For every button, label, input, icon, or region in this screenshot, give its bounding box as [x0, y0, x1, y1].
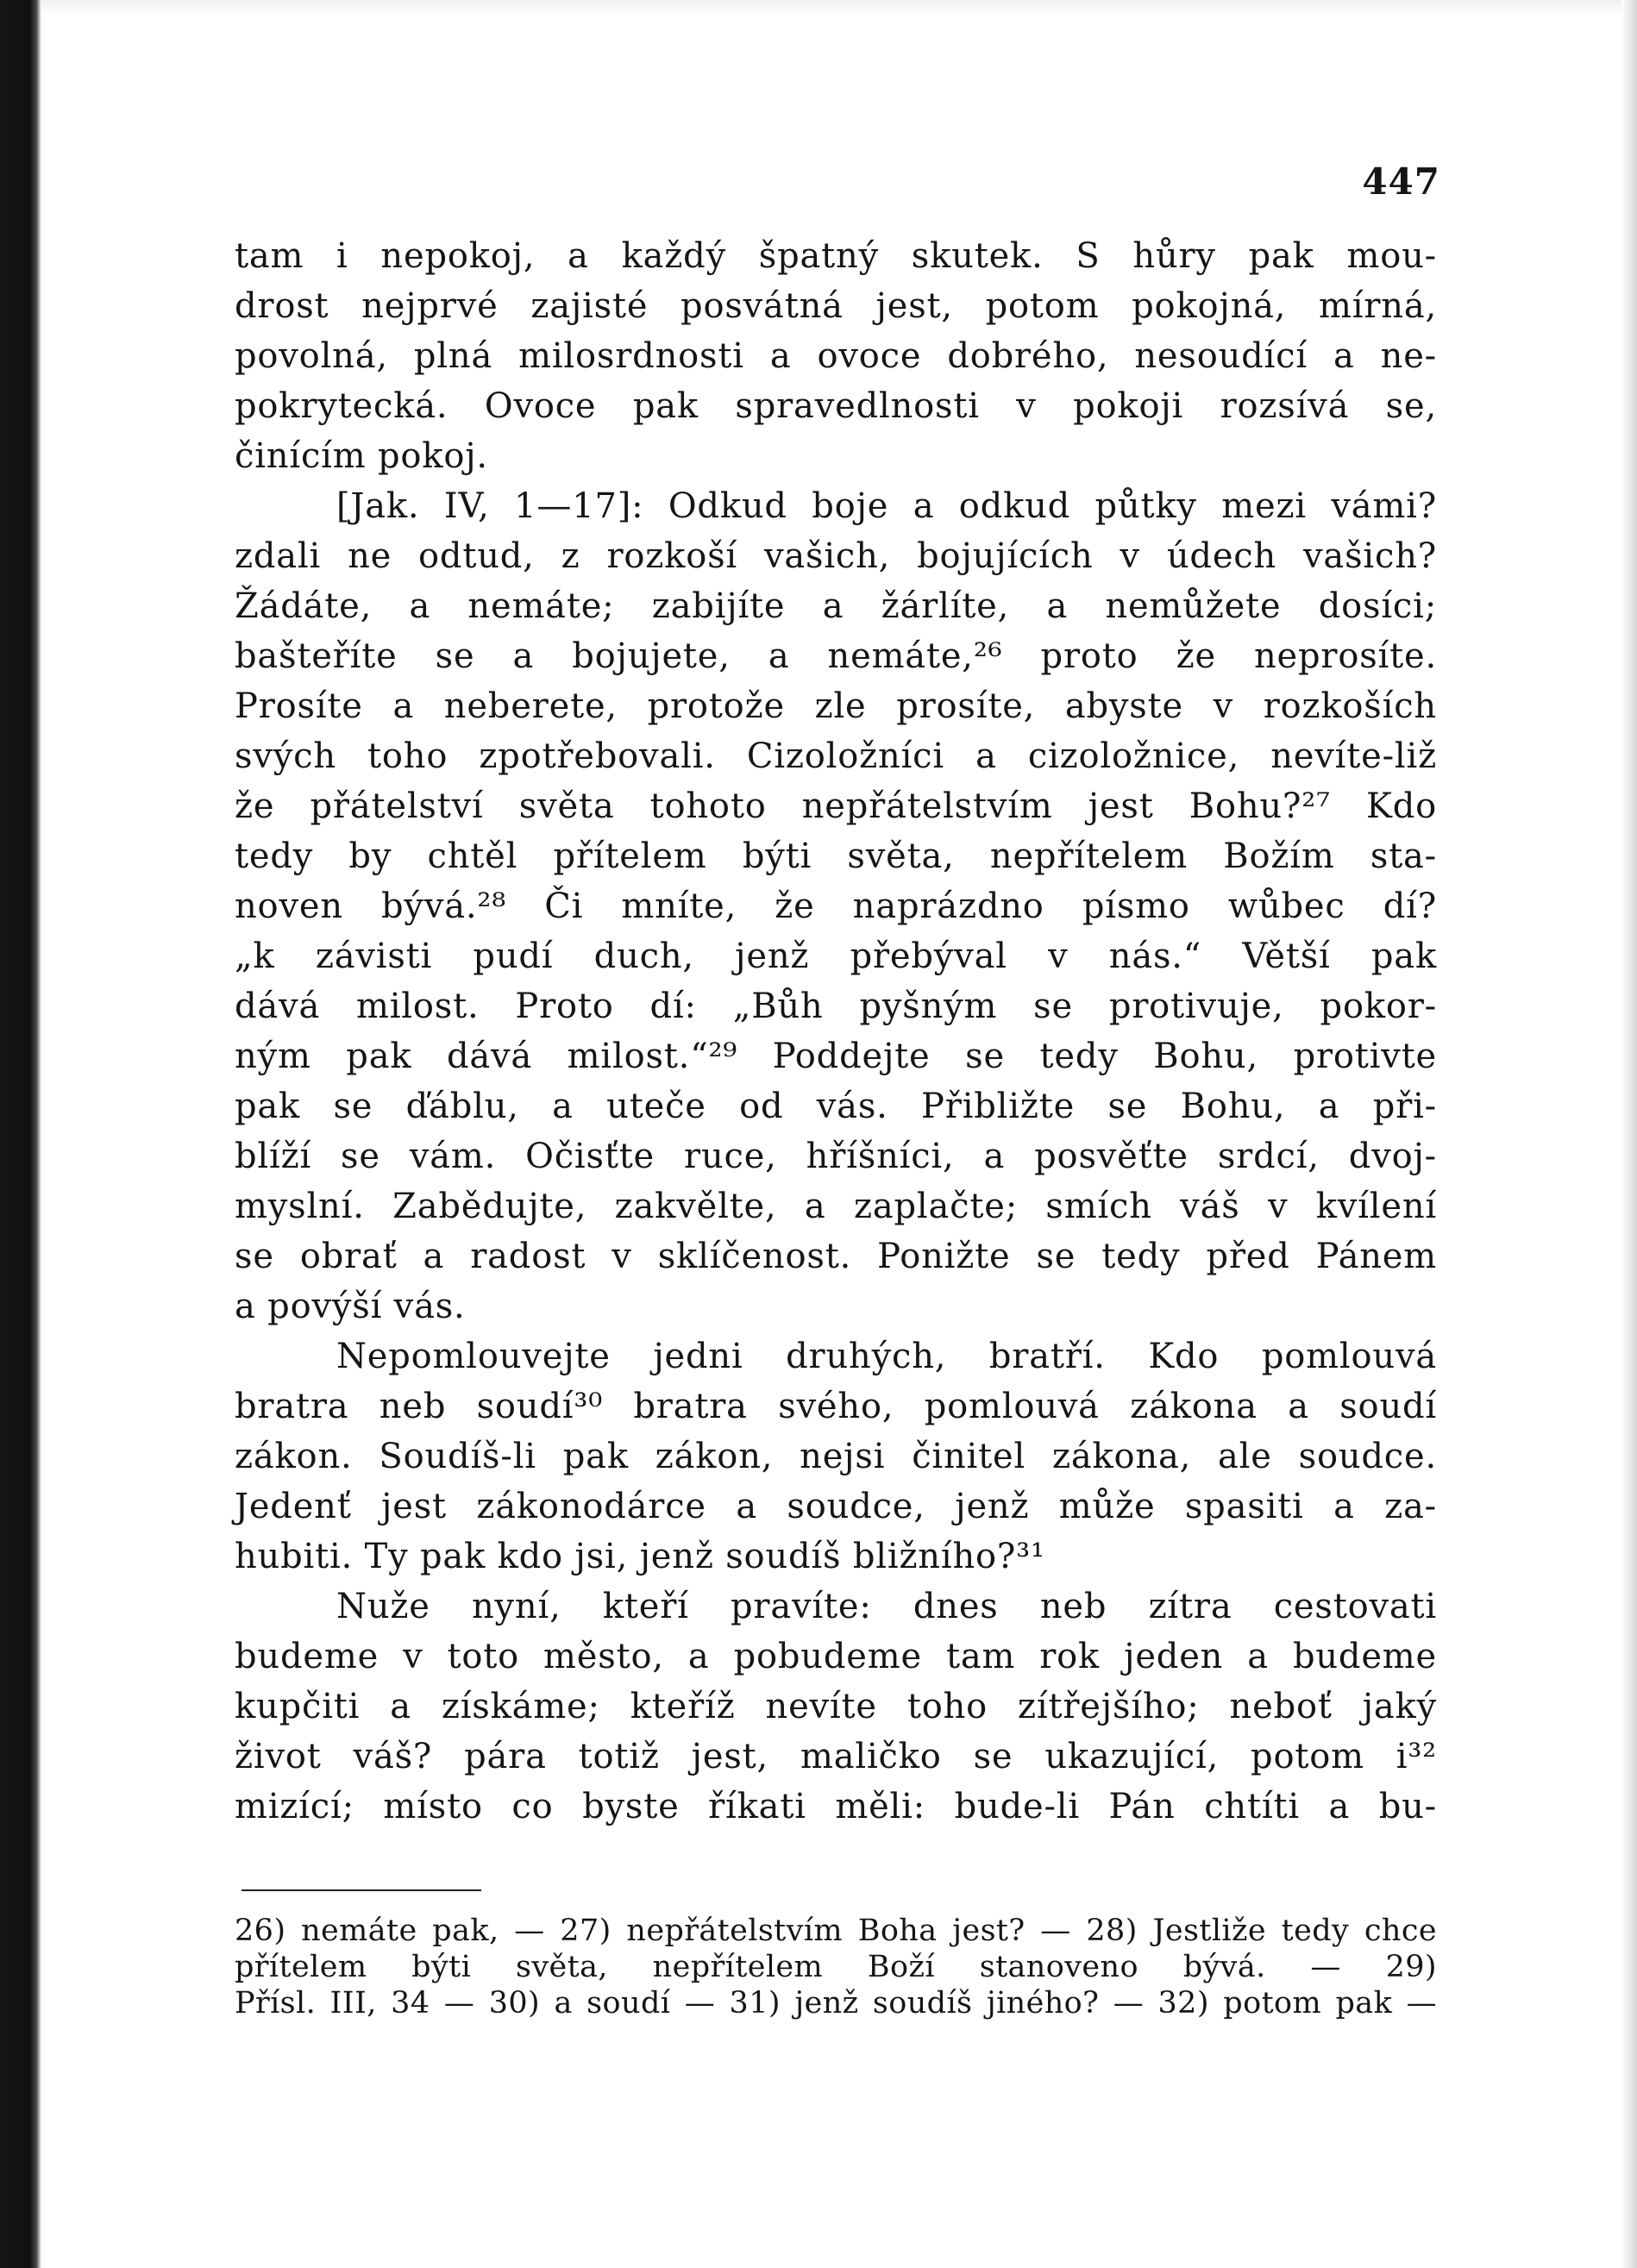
- text-line-3: povolná, plná milosrdnosti a ovoce dobrého, nesoudící a ne-: [235, 336, 1437, 376]
- text-line-28: Nuže nyní, kteří pravíte: dnes neb zítra cestovati: [336, 1587, 1437, 1626]
- text-line-20: myslní. Zabědujte, zakvělte, a zaplačte; smích váš v kvílení: [235, 1187, 1437, 1226]
- scan-right-edge: [1621, 0, 1637, 2268]
- footnote-divider: [241, 1889, 481, 1891]
- text-line-21: se obrať a radost v sklíčenost. Ponižte se tedy před Pánem: [235, 1237, 1437, 1276]
- text-line-11: svých toho zpotřebovali. Cizoložníci a cizoložnice, nevíte-liž: [235, 736, 1437, 776]
- text-line-18: pak se ďáblu, a uteče od vás. Přibližte se Bohu, a při-: [235, 1087, 1437, 1126]
- text-line-30: kupčiti a získáme; kteříž nevíte toho zítřejšího; neboť jaký: [235, 1687, 1437, 1726]
- footnote-line-2: přítelem býti světa, nepřítelem Boží stanoveno bývá. — 29): [235, 1950, 1437, 1984]
- text-line-10: Prosíte a neberete, protože zle prosíte, abyste v rozkoších: [235, 686, 1437, 726]
- text-line-14: noven bývá.²⁸ Či mníte, že naprázdno písmo wůbec dí?: [235, 887, 1437, 926]
- text-line-4: pokrytecká. Ovoce pak spravedlnosti v pokoji rozsívá se,: [235, 386, 1437, 426]
- text-line-31: život váš? pára totiž jest, maličko se ukazující, potom i³²: [235, 1737, 1437, 1776]
- text-line-13: tedy by chtěl přítelem býti světa, nepřítelem Božím sta-: [235, 836, 1437, 876]
- text-line-23: Nepomlouvejte jedni druhých, bratří. Kdo pomlouvá: [336, 1337, 1437, 1376]
- footnote-line-1: 26) nemáte pak, — 27) nepřátelstvím Boha jest? — 28) Jestliže tedy chce: [235, 1914, 1437, 1948]
- text-line-19: blíží se vám. Očisťte ruce, hříšníci, a posvěťte srdcí, dvoj-: [235, 1137, 1437, 1176]
- text-line-25: zákon. Soudíš-li pak zákon, nejsi činitel zákona, ale soudce.: [235, 1437, 1437, 1476]
- text-line-8: Žádáte, a nemáte; zabijíte a žárlíte, a nemůžete dosíci;: [235, 586, 1437, 626]
- text-line-6: [Jak. IV, 1—17]: Odkud boje a odkud půtky mezi vámi?: [336, 486, 1437, 526]
- text-line-27: hubiti. Ty pak kdo jsi, jenž soudíš bližního?³¹: [235, 1537, 1045, 1576]
- text-line-9: bašteříte se a bojujete, a nemáte,²⁶ proto že neprosíte.: [235, 636, 1437, 676]
- text-line-2: drost nejprvé zajisté posvátná jest, potom pokojná, mírná,: [235, 286, 1437, 326]
- footnotes-block: [235, 1913, 1437, 2021]
- scan-top-shadow: [41, 0, 1637, 16]
- text-line-1: tam i nepokoj, a každý špatný skutek. S hůry pak mou-: [235, 236, 1437, 276]
- text-line-22: a povýší vás.: [235, 1287, 466, 1326]
- text-line-29: budeme v toto město, a pobudeme tam rok jeden a budeme: [235, 1637, 1437, 1676]
- text-line-7: zdali ne odtud, z rozkoší vašich, bojujících v údech vašich?: [235, 536, 1437, 576]
- text-line-12: že přátelství světa tohoto nepřátelstvím jest Bohu?²⁷ Kdo: [235, 786, 1437, 826]
- text-line-32: mizící; místo co byste říkati měli: bude-li Pán chtíti a bu-: [235, 1787, 1437, 1826]
- text-line-17: ným pak dává milost.“²⁹ Poddejte se tedy Bohu, protivte: [235, 1037, 1437, 1076]
- footnote-line-3: Přísl. III, 34 — 30) a soudí — 31) jenž soudíš jiného? — 32) potom pak —: [235, 1986, 1437, 2021]
- text-line-26: Jedenť jest zákonodárce a soudce, jenž může spasiti a za-: [235, 1487, 1437, 1526]
- page-number: 447: [1362, 160, 1440, 203]
- scan-left-border: [0, 0, 41, 2268]
- text-line-24: bratra neb soudí³⁰ bratra svého, pomlouvá zákona a soudí: [235, 1387, 1437, 1426]
- text-line-16: dává milost. Proto dí: „Bůh pyšným se protivuje, pokor-: [235, 987, 1437, 1026]
- text-line-15: „k závisti pudí duch, jenž přebýval v nás.“ Větší pak: [235, 937, 1437, 976]
- main-text-column: [235, 231, 1437, 1832]
- text-line-5: činícím pokoj.: [235, 436, 488, 476]
